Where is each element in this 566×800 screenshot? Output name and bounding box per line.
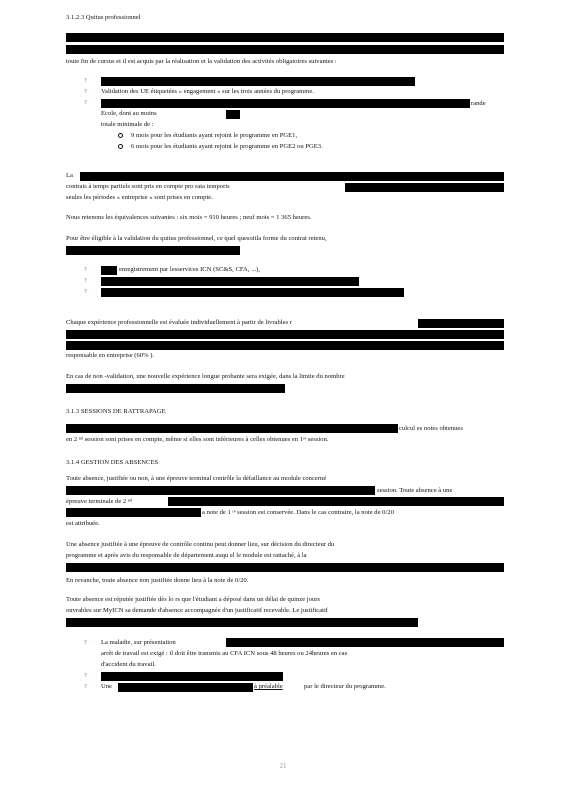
redaction-bar <box>418 319 504 328</box>
page-number: 21 <box>279 762 287 770</box>
bullet-text-line: totale minimale de : <box>101 121 154 128</box>
paragraph-quitus-intro: toute fin de cursus et il est acquis par la réalisation et la validation des activités obligatoires suivantes : <box>66 58 337 65</box>
redaction-bar <box>168 497 504 506</box>
bullet-text-line: Ecole, dont au moins <box>101 110 157 117</box>
redaction-bar <box>66 384 285 393</box>
paragraph-absence-unjustified: En revanche, toute absence non justifiée donne lieu à la note de 0/20. <box>66 577 249 584</box>
bullet-ue-validation: Validation des UE étiquetées « engagement » sur les trois années du programme. <box>101 88 314 95</box>
redaction-bar <box>101 266 117 275</box>
redaction-bar <box>101 288 404 297</box>
paragraph-absence-deposit-2: ouvrables sur MyICN sa demande d'absence accompagnée d'un justificatif recevable. Le justificatif <box>66 607 328 614</box>
paragraph-eligibility: Pour être éligible à la validation du quitus professionnel, ce quel quesoitla forme du contrat retenu, <box>66 235 327 242</box>
bullet-illness-3: d'accident du travail. <box>101 661 156 668</box>
paragraph-start: La <box>66 172 73 179</box>
absence-text-line: est attribuée. <box>66 520 100 527</box>
paragraph-absence-deposit: Toute absence est réputée justifiée dès lo rs que l'étudiant a déposé dans un délai de quinze jours <box>66 596 320 603</box>
bullet-other-underlined: à préalable <box>254 683 283 690</box>
bullet-icon: ? <box>84 684 87 690</box>
redaction-bar <box>226 110 240 119</box>
paragraph-equivalences: Nous retenons les équivalences suivantes : six mois = 910 heures ; neuf mois = 1 365 heures. <box>66 214 312 221</box>
absence-text-line: a note de 1 ʳᵉ session est conservée. Dans le cas contraire, la note de 0/20 <box>202 509 394 516</box>
redaction-bar <box>66 508 201 517</box>
bullet-icon: ? <box>84 673 87 679</box>
redaction-bar <box>66 246 240 255</box>
sessions-text-fragment: culcul es notes obtenues <box>399 425 463 432</box>
paragraph-second-session: en 2 ⁿᵈ session sont prises en compte, même si elles sont inférieures à celles obtenues en 1ʳᵉ session. <box>66 436 329 443</box>
sub-bullet-pge1: 9 mois pour les étudiants ayant rejoint le programme en PGE1, <box>131 132 298 139</box>
circle-bullet-icon <box>118 133 123 138</box>
redaction-bar <box>101 77 415 86</box>
paragraph-non-validation: En cas de non -validation, une nouvelle expérience longue probante sera exigée, dans la limite du nombre <box>66 373 345 380</box>
paragraph-absence-justified: Une absence justifiée à une épreuve de contrôle continu peut donner lieu, sur décision du directeur du <box>66 541 335 548</box>
redaction-bar <box>66 486 375 495</box>
absence-text-line: épreuve terminale de 2 ⁿᵈ <box>66 498 133 505</box>
section-heading-absences: 3.1.4 GESTION DES ABSENCES <box>66 459 159 466</box>
sub-bullet-pge2: 6 mois pour les étudiants ayant rejoint le programme en PGE2 ou PGE3. <box>131 143 323 150</box>
bullet-icon: ? <box>84 289 87 295</box>
redaction-bar <box>345 183 504 192</box>
bullet-icon: ? <box>84 278 87 284</box>
paragraph-responsable: responsable en entreprise (60% ). <box>66 352 155 359</box>
redaction-bar <box>226 638 504 647</box>
redaction-bar <box>80 172 504 181</box>
redaction-bar <box>66 618 418 627</box>
redaction-bar <box>101 672 283 681</box>
bullet-registration: enregistrement par lesservices ICN (SC&S, CFA, ...), <box>119 266 260 273</box>
paragraph-absence-1: Toute absence, justifiée ou non, à une épreuve terminal contrôle la défaillance au module concerné <box>66 475 327 482</box>
paragraph-periods: seules les périodes « entreprise » sont prises en compte. <box>66 194 213 201</box>
paragraph-contracts: contrats à temps partiels sont pris en compte pro rata temporis <box>66 183 230 190</box>
paragraph-evaluation: Chaque expérience professionnelle est évaluée individuellement à partir de livrables r <box>66 319 292 326</box>
bullet-other-text: Une <box>101 683 112 690</box>
bullet-other-end: par le directeur du programme. <box>304 683 386 690</box>
redaction-bar <box>66 424 398 433</box>
section-heading-quitus: 3.1.2.3 Quitus professionnel <box>66 14 141 21</box>
bullet-illness-2: arrêt de travail est exigé : il doit être transmis au CFA ICN sous 48 heures ou 24heures en cas <box>101 650 348 657</box>
absence-text-fragment: session. Toute absence à une <box>377 487 453 494</box>
redaction-bar <box>66 341 504 350</box>
bullet-icon: ? <box>84 89 87 95</box>
bullet-icon: ? <box>84 100 87 106</box>
redaction-bar <box>118 683 253 692</box>
bullet-illness: La maladie, sur présentation <box>101 639 176 646</box>
redaction-bar <box>101 277 359 286</box>
bullet-icon: ? <box>84 640 87 646</box>
redaction-bar <box>101 99 470 108</box>
redaction-bar <box>66 45 504 54</box>
paragraph-absence-justified-2: programme et après avis du responsable de département auqu el le module est rattaché, à la <box>66 552 307 559</box>
bullet-text-fragment: rande <box>471 100 486 107</box>
bullet-icon: ? <box>84 267 87 273</box>
redaction-bar <box>66 330 504 339</box>
bullet-icon: ? <box>84 78 87 84</box>
circle-bullet-icon <box>118 144 123 149</box>
section-heading-sessions: 3.1.3 SESSIONS DE RATTRAPAGE <box>66 408 166 415</box>
redaction-bar <box>66 33 504 42</box>
redaction-bar <box>66 563 504 572</box>
